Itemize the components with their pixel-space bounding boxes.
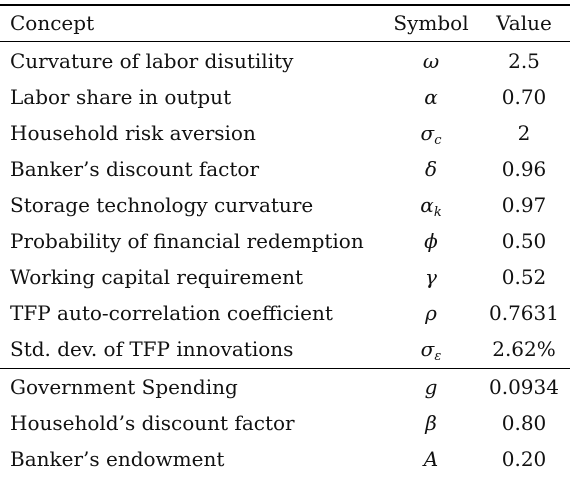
row-concept: Household risk aversion [10,121,256,145]
row-concept: Banker’s discount factor [10,157,260,181]
row-value: 0.80 [501,411,547,435]
row-symbol: $\alpha_k$ [420,193,442,220]
row-symbol: $\sigma_\varepsilon$ [420,337,442,364]
header-symbol: Symbol [393,11,469,35]
table-row [0,405,574,441]
row-value: 2.5 [508,49,540,73]
row-value: 0.70 [501,85,547,109]
row-concept: Storage technology curvature [10,193,314,217]
row-value: 0.50 [501,229,547,253]
row-symbol: β [425,411,437,435]
row-concept: Household’s discount factor [10,411,295,435]
table-row [0,151,574,187]
row-symbol: g [424,375,438,399]
row-value: 0.97 [501,193,547,217]
row-symbol: ω [422,49,440,73]
table-row [0,441,574,477]
row-symbol: γ [425,265,437,289]
row-value: 0.0934 [489,375,559,399]
table-row [0,259,574,295]
row-value: 2.62% [492,337,556,361]
table-row [0,79,574,115]
table-row [0,295,574,331]
row-value: 0.52 [501,265,547,289]
row-value: 0.20 [501,447,547,471]
table-row [0,115,574,151]
row-concept: Government Spending [10,375,238,399]
row-value: 0.7631 [489,301,559,325]
row-symbol: ϕ [424,229,438,253]
row-concept: TFP auto-correlation coefficient [10,301,333,325]
table-row [0,331,574,367]
header-concept: Concept [10,11,95,35]
table-row [0,223,574,259]
row-symbol: ρ [425,301,437,325]
header-value: Value [496,11,552,35]
row-concept: Labor share in output [10,85,232,109]
row-concept: Probability of financial redemption [10,229,364,253]
row-concept: Curvature of labor disutility [10,49,294,73]
header-row [0,5,574,41]
row-concept: Working capital requirement [10,265,303,289]
row-value: 0.96 [501,157,547,181]
table-row [0,369,574,405]
row-symbol: A [423,447,439,471]
row-symbol: α [424,85,438,109]
row-symbol: $\sigma_c$ [420,121,442,148]
row-concept: Banker’s endowment [10,447,225,471]
table-row [0,187,574,223]
table-row [0,43,574,79]
row-symbol: δ [424,157,438,181]
row-value: 2 [517,121,531,145]
header-rule [0,41,570,42]
row-concept: Std. dev. of TFP innovations [10,337,294,361]
